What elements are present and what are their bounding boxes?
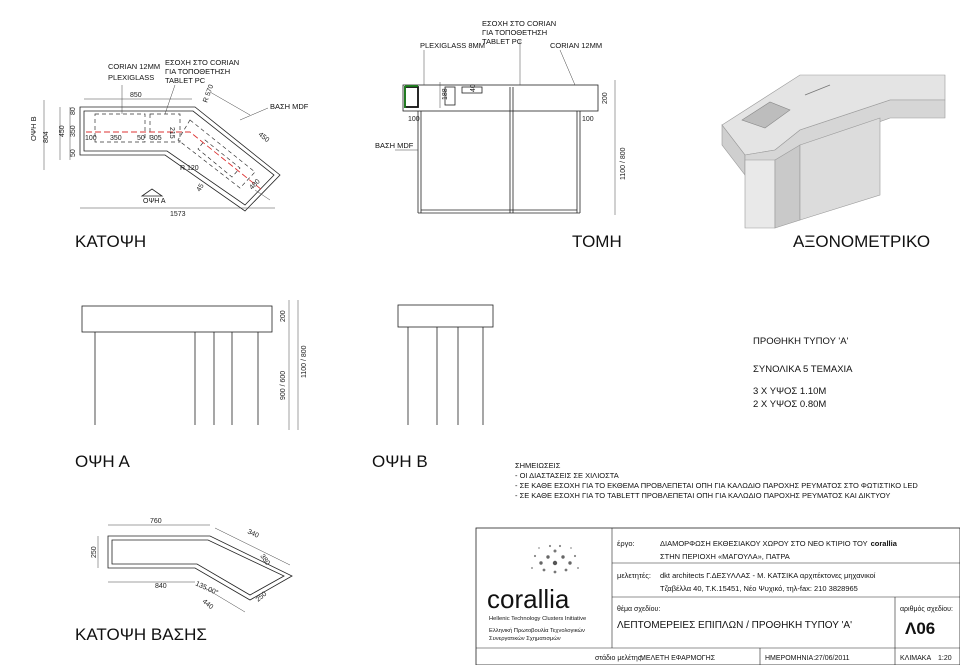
plan-dim-215: 215 <box>168 127 175 139</box>
project-line-1-text: ΔΙΑΜΟΡΦΩΣΗ ΕΚΘΕΣΙΑΚΟΥ ΧΩΡΟΥ ΣΤΟ ΝΕΟ ΚΤΙΡΙΟ ΤΟΥ <box>660 539 868 548</box>
base-dim-380: 380 <box>258 553 271 567</box>
section-label-base: ΒΑΣΗ MDF <box>375 141 414 150</box>
stage-label: στάδιο μελέτης: <box>595 655 644 662</box>
base-dim-760: 760 <box>150 518 162 525</box>
base-dim-135: 135.00° <box>194 580 220 598</box>
plan-label-recess-2: ΓΙΑ ΤΟΠΟΘΕΤΗΣΗ <box>165 67 231 76</box>
axonometric-drawing <box>722 75 945 228</box>
section-label-recess-2: ΓΙΑ ΤΟΠΟΘΕΤΗΣΗ <box>482 28 548 37</box>
plan-view-a-marker: ΟΨΗ Α <box>143 198 166 205</box>
view-a-dim-900: 900 / 600 <box>280 370 287 400</box>
section-dim-1100: 1100 / 800 <box>620 147 627 180</box>
plan-dim-350a: 350 <box>70 125 77 137</box>
plan-dim-r570: R 570 <box>202 83 216 104</box>
logo-sub-2: Ελληνική Πρωτοβουλία Τεχνολογικών <box>489 628 585 634</box>
logo-sub-3: Συνεργατικών Σχηματισμών <box>489 636 561 642</box>
note-3: - ΣΕ ΚΑΘΕ ΕΣΟΧΗ ΓΙΑ ΤΟ TABLETT ΠΡΟΒΛΕΠΕΤΑΙ ΟΠΗ ΓΙΑ ΚΑΛΩΔΙΟ ΠΑΡΟΧΗΣ ΡΕΥΜΑΤΟΣ ΚΑΙ ΔΙΚΤΥΟΥ <box>515 491 891 500</box>
designers: dkt architects Γ.ΔΕΣΥΛΛΑΣ - Μ. ΚΑΤΣΙΚΑ αρχιτέκτονες μηχανικοί <box>660 571 876 580</box>
title-view-b: ΟΨΗ Β <box>372 452 428 471</box>
plan-dim-1573: 1573 <box>170 211 186 218</box>
title-view-a: ΟΨΗ Α <box>75 452 130 471</box>
info-total: ΣΥΝΟΛΙΚΑ 5 ΤΕΜΑΧΙΑ <box>753 364 853 375</box>
designers-label: μελετητές: <box>617 571 651 580</box>
section-dim-200: 200 <box>602 92 609 104</box>
view-a-dim-1100: 1100 / 800 <box>301 345 308 378</box>
info-height-1: 3 Χ ΥΨΟΣ 1.10Μ <box>753 386 827 397</box>
plan-dim-50a: 50 <box>70 149 77 157</box>
title-section: ΤΟΜΗ <box>572 232 622 251</box>
section-dim-100a: 100 <box>408 116 420 123</box>
plan-label-base: ΒΑΣΗ MDF <box>270 102 309 111</box>
plan-label-corian: CORIAN 12MM <box>108 62 161 71</box>
plan-dim-450b: 450 <box>256 131 271 145</box>
plan-dim-480: 480 <box>248 178 262 192</box>
section-label-recess-1: ΕΣΟΧΗ ΣΤΟ CORIAN <box>482 19 557 28</box>
base-dim-440: 440 <box>200 598 215 612</box>
section-label-plexiglass: PLEXIGLASS 8MM <box>420 41 486 50</box>
base-dim-340: 340 <box>246 528 260 540</box>
date-label: ΗΜΕΡΟΜΗΝΙΑ: <box>765 655 816 662</box>
project-line-2: ΣΤΗΝ ΠΕΡΙΟΧΗ «ΜΑΓΟΥΛΑ», ΠΑΤΡΑ <box>660 552 790 561</box>
stage: ΜΕΛΕΤΗ ΕΦΑΡΜΟΓΗΣ <box>640 655 716 662</box>
plan-dim-r120: R 120 <box>180 165 199 172</box>
plan-dim-450a: 450 <box>59 125 66 137</box>
logo-word: corallia <box>487 584 570 614</box>
section-dim-188: 188 <box>442 88 449 100</box>
date: 27/06/2011 <box>815 655 850 662</box>
section-drawing <box>395 40 615 215</box>
plan-dim-350b: 350 <box>110 135 122 142</box>
plan-dim-305: 305 <box>150 135 162 142</box>
plan-dim-50b: 50 <box>137 135 145 142</box>
view-a-dim-200: 200 <box>280 310 287 322</box>
number-label: αριθμός σχεδίου: <box>900 606 953 613</box>
plan-label-plexiglass: PLEXIGLASS <box>108 73 155 82</box>
scale: 1:20 <box>938 655 952 662</box>
base-dim-250a: 250 <box>91 546 98 558</box>
section-label-corian: CORIAN 12MM <box>550 41 603 50</box>
drawing-number: Λ06 <box>905 619 936 638</box>
drawing-label: θέμα σχεδίου: <box>617 606 661 613</box>
plan-dim-80: 80 <box>70 107 77 115</box>
project-label: έργο: <box>617 539 635 548</box>
base-dim-840: 840 <box>155 583 167 590</box>
plan-dim-100: 100 <box>85 135 97 142</box>
view-a-drawing <box>82 300 298 430</box>
corallia-logo <box>531 545 579 573</box>
title-plan: ΚΑΤΟΨΗ <box>75 232 147 251</box>
project-line-1 <box>660 539 898 548</box>
title-axonometric: ΑΞΟΝΟΜΕΤΡΙΚΟ <box>793 232 931 251</box>
info-height-2: 2 Χ ΥΨΟΣ 0.80Μ <box>753 399 827 410</box>
logo-sub-1: Hellenic Technology Clusters Initiative <box>489 616 587 622</box>
note-2: - ΣΕ ΚΑΘΕ ΕΣΟΧΗ ΓΙΑ ΤΟ ΕΚΘΕΜΑ ΠΡΟΒΛΕΠΕΤΑΙ ΟΠΗ ΓΙΑ ΚΑΛΩΔΙΟ ΠΑΡΟΧΗΣ ΡΕΥΜΑΤΟΣ ΣΤΟ ΦΩΤΙΣΤΙΚΟ LED <box>515 481 918 490</box>
section-dim-100b: 100 <box>582 116 594 123</box>
project-brand: corallia <box>870 539 897 548</box>
section-dim-40: 40 <box>470 84 477 92</box>
note-1: - ΟΙ ΔΙΑΣΤΑΣΕΙΣ ΣΕ ΧΙΛΙΟΣΤΑ <box>515 471 619 480</box>
info-product-title: ΠΡΟΘΗΚΗ ΤΥΠΟΥ 'Α' <box>753 336 849 347</box>
drawing-title: ΛΕΠΤΟΜΕΡΕΙΕΣ ΕΠΙΠΛΩΝ / ΠΡΟΘΗΚΗ ΤΥΠΟΥ 'Α' <box>617 620 852 631</box>
notes-title: ΣΗΜΕΙΩΣΕΙΣ <box>515 461 561 470</box>
plan-dim-45deg: 45 <box>195 182 206 193</box>
plan-drawing <box>44 85 280 211</box>
section-label-recess-3: TABLET PC <box>482 37 523 46</box>
plan-label-recess-1: ΕΣΟΧΗ ΣΤΟ CORIAN <box>165 58 240 67</box>
title-base-plan: ΚΑΤΟΨΗ ΒΑΣΗΣ <box>75 625 207 644</box>
plan-label-recess-3: TABLET PC <box>165 76 206 85</box>
plan-dim-850: 850 <box>130 92 142 99</box>
base-dim-250b: 250 <box>254 590 269 604</box>
view-b-drawing <box>398 305 493 425</box>
plan-view-b-side: ΟΨΗ Β <box>29 116 38 141</box>
scale-label: ΚΛΙΜΑΚΑ <box>900 655 932 662</box>
plan-dim-804: 804 <box>43 131 50 143</box>
designers-address: Τζαβέλλα 40, Τ.Κ.15451, Νέο Ψυχικό, τηλ-fax: 210 3828965 <box>660 584 858 593</box>
